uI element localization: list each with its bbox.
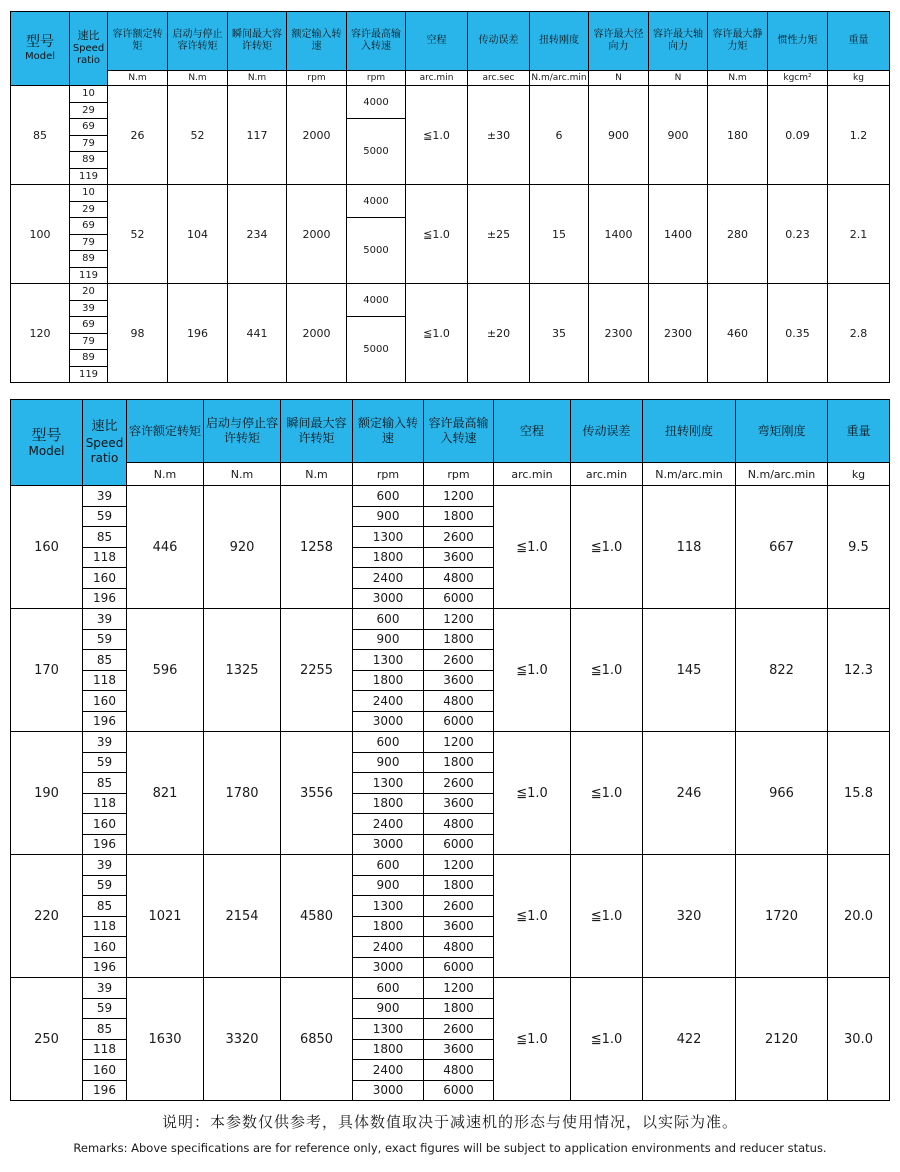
error-cell: ≦1.0 [571, 609, 643, 732]
max-input-cell: 5000 [347, 317, 406, 383]
moment-cell: 822 [736, 609, 828, 732]
header-inertia: 惯性力矩 [768, 12, 828, 71]
header-start-stop-torque: 启动与停止容许转矩 [168, 12, 228, 71]
rated-input-speed-cell: 3000 [353, 957, 424, 978]
unit-cell: rpm [353, 463, 424, 486]
ratio-cell: 59 [83, 629, 127, 650]
max-input-speed-cell: 6000 [424, 1080, 494, 1101]
instant-cell: 2255 [281, 609, 353, 732]
rated-input-speed-cell: 900 [353, 506, 424, 527]
inertia-cell: 0.23 [768, 185, 828, 284]
startstop-cell: 3320 [204, 978, 281, 1101]
rated-input-speed-cell: 600 [353, 609, 424, 630]
backlash-cell: ≦1.0 [494, 486, 571, 609]
unit-cell: kgcm² [768, 71, 828, 86]
table-row [11, 284, 890, 301]
max-input-speed-cell: 2600 [424, 650, 494, 671]
model-cell: 220 [11, 855, 83, 978]
rated-cell: 26 [108, 86, 168, 185]
moment-cell: 1720 [736, 855, 828, 978]
instant-cell: 6850 [281, 978, 353, 1101]
ratio-cell: 20 [70, 284, 108, 301]
stiffness-cell: 246 [643, 732, 736, 855]
unit-cell: N [589, 71, 649, 86]
model-cell: 100 [11, 185, 70, 284]
static-cell: 280 [708, 185, 768, 284]
unit-cell: N [649, 71, 708, 86]
unit-cell: N.m [204, 463, 281, 486]
unit-cell: arc.min [406, 71, 468, 86]
header-backlash: 空程 [406, 12, 468, 71]
stiffness-cell: 15 [530, 185, 589, 284]
header2-backlash: 空程 [494, 400, 571, 463]
rated-input-speed-cell: 1300 [353, 773, 424, 794]
model-cell: 85 [11, 86, 70, 185]
table2-body [11, 486, 890, 1101]
spec-table-large-models [10, 399, 890, 1101]
weight-cell: 30.0 [828, 978, 890, 1101]
startstop-cell: 920 [204, 486, 281, 609]
error-cell: ±25 [468, 185, 530, 284]
ratio-cell: 10 [70, 185, 108, 202]
ratio-cell: 160 [83, 937, 127, 958]
max-input-speed-cell: 1800 [424, 752, 494, 773]
max-input-speed-cell: 3600 [424, 547, 494, 568]
error-cell: ≦1.0 [571, 486, 643, 609]
ratio-cell: 89 [70, 251, 108, 268]
header2-transmission-error: 传动误差 [571, 400, 643, 463]
startstop-cell: 2154 [204, 855, 281, 978]
stiffness-cell: 422 [643, 978, 736, 1101]
backlash-cell: ≦1.0 [494, 609, 571, 732]
spec-table-small-models [10, 11, 890, 383]
max-input-speed-cell: 6000 [424, 588, 494, 609]
unit-cell: N.m/arc.min [530, 71, 589, 86]
ratio-cell: 160 [83, 814, 127, 835]
max-input-speed-cell: 4800 [424, 568, 494, 589]
error-cell: ±30 [468, 86, 530, 185]
max-input-speed-cell: 1800 [424, 998, 494, 1019]
unit-cell: N.m [168, 71, 228, 86]
backlash-cell: ≦1.0 [406, 86, 468, 185]
ratio-cell: 79 [70, 135, 108, 152]
table-row [11, 978, 890, 999]
unit-cell: arc.min [494, 463, 571, 486]
unit-cell: rpm [287, 71, 347, 86]
radial-cell: 2300 [589, 284, 649, 383]
weight-cell: 2.8 [828, 284, 890, 383]
rated-input-speed-cell: 900 [353, 875, 424, 896]
rated-input-speed-cell: 1800 [353, 793, 424, 814]
ratio-cell: 39 [70, 300, 108, 317]
rated-input-speed-cell: 1300 [353, 650, 424, 671]
ratio-cell: 39 [83, 732, 127, 753]
model-cell: 190 [11, 732, 83, 855]
stiffness-cell: 118 [643, 486, 736, 609]
ratio-cell: 196 [83, 588, 127, 609]
max-input-speed-cell: 1200 [424, 732, 494, 753]
header-max-axial-force: 容许最大轴向力 [649, 12, 708, 71]
header2-speed-ratio [83, 400, 127, 486]
model-cell: 120 [11, 284, 70, 383]
ratio-cell: 119 [70, 366, 108, 383]
header2-moment-stiffness: 弯矩刚度 [736, 400, 828, 463]
ratio-cell: 118 [83, 670, 127, 691]
ratio-cell: 59 [83, 506, 127, 527]
max-input-speed-cell: 1200 [424, 609, 494, 630]
ratio-cell: 160 [83, 568, 127, 589]
stiffness-cell: 6 [530, 86, 589, 185]
rated-input-speed-cell: 2400 [353, 691, 424, 712]
startstop-cell: 196 [168, 284, 228, 383]
startstop-cell: 104 [168, 185, 228, 284]
header2-model-cn: 型号 [31, 425, 62, 444]
radial-cell: 1400 [589, 185, 649, 284]
max-input-speed-cell: 4800 [424, 1060, 494, 1081]
moment-cell: 667 [736, 486, 828, 609]
rated-input-speed-cell: 2400 [353, 937, 424, 958]
unit-cell: rpm [347, 71, 406, 86]
header-max-radial-force: 容许最大径向力 [589, 12, 649, 71]
input-cell: 2000 [287, 86, 347, 185]
inertia-cell: 0.35 [768, 284, 828, 383]
table1-units-row [11, 71, 890, 86]
max-input-speed-cell: 3600 [424, 793, 494, 814]
header2-instant-max-torque: 瞬间最大容许转矩 [281, 400, 353, 463]
weight-cell: 15.8 [828, 732, 890, 855]
header2-weight: 重量 [828, 400, 890, 463]
input-cell: 2000 [287, 284, 347, 383]
header2-model [11, 400, 83, 486]
header2-ratio-cn: 速比 [91, 419, 118, 435]
stiffness-cell: 35 [530, 284, 589, 383]
remarks-chinese: 说明：本参数仅供参考，具体数值取决于减速机的形态与使用情况，以实际为准。 [161, 1113, 738, 1131]
ratio-cell: 89 [70, 152, 108, 169]
backlash-cell: ≦1.0 [406, 185, 468, 284]
rated-input-speed-cell: 1800 [353, 1039, 424, 1060]
header2-ratio-en: Speed ratio [85, 435, 124, 465]
ratio-cell: 10 [70, 86, 108, 103]
table1-header-row [11, 12, 890, 71]
ratio-cell: 118 [83, 793, 127, 814]
instant-cell: 234 [228, 185, 287, 284]
weight-cell: 20.0 [828, 855, 890, 978]
radial-cell: 900 [589, 86, 649, 185]
max-input-speed-cell: 6000 [424, 834, 494, 855]
max-input-speed-cell: 1800 [424, 506, 494, 527]
ratio-cell: 119 [70, 267, 108, 284]
instant-cell: 4580 [281, 855, 353, 978]
header-max-static-moment: 容许最大静力矩 [708, 12, 768, 71]
rated-input-speed-cell: 600 [353, 732, 424, 753]
ratio-cell: 196 [83, 957, 127, 978]
ratio-cell: 79 [70, 234, 108, 251]
ratio-cell: 196 [83, 1080, 127, 1101]
table-row [11, 855, 890, 876]
instant-cell: 1258 [281, 486, 353, 609]
rated-input-speed-cell: 3000 [353, 588, 424, 609]
startstop-cell: 1780 [204, 732, 281, 855]
stiffness-cell: 320 [643, 855, 736, 978]
ratio-cell: 85 [83, 1019, 127, 1040]
rated-input-speed-cell: 3000 [353, 1080, 424, 1101]
max-input-speed-cell: 2600 [424, 896, 494, 917]
header-transmission-error: 传动误差 [468, 12, 530, 71]
ratio-cell: 69 [70, 119, 108, 136]
rated-input-speed-cell: 1800 [353, 670, 424, 691]
error-cell: ≦1.0 [571, 732, 643, 855]
header-max-input-speed: 容许最高输入转速 [347, 12, 406, 71]
table-row [11, 486, 890, 507]
weight-cell: 9.5 [828, 486, 890, 609]
unit-cell: arc.min [571, 463, 643, 486]
header-model [11, 12, 70, 86]
header-torsional-stiffness: 扭转刚度 [530, 12, 589, 71]
header-model-cn: 型号 [26, 33, 54, 50]
rated-input-speed-cell: 1300 [353, 896, 424, 917]
max-input-speed-cell: 4800 [424, 691, 494, 712]
unit-cell: N.m [281, 463, 353, 486]
table1-body [11, 86, 890, 383]
rated-input-speed-cell: 900 [353, 998, 424, 1019]
header-instant-max-torque: 瞬间最大容许转矩 [228, 12, 287, 71]
axial-cell: 900 [649, 86, 708, 185]
max-input-speed-cell: 4800 [424, 814, 494, 835]
table-row [11, 732, 890, 753]
ratio-cell: 160 [83, 691, 127, 712]
model-cell: 250 [11, 978, 83, 1101]
startstop-cell: 52 [168, 86, 228, 185]
backlash-cell: ≦1.0 [494, 978, 571, 1101]
weight-cell: 12.3 [828, 609, 890, 732]
header2-start-stop-torque: 启动与停止容许转矩 [204, 400, 281, 463]
max-input-speed-cell: 1200 [424, 978, 494, 999]
unit-cell: N.m [228, 71, 287, 86]
max-input-speed-cell: 3600 [424, 916, 494, 937]
ratio-cell: 89 [70, 350, 108, 367]
rated-cell: 98 [108, 284, 168, 383]
max-input-speed-cell: 2600 [424, 527, 494, 548]
rated-cell: 1630 [127, 978, 204, 1101]
input-cell: 2000 [287, 185, 347, 284]
remarks-english: Remarks: Above specifications are for reference only, exact figures will be subject to application environments and reducer status. [73, 1141, 827, 1155]
rated-cell: 446 [127, 486, 204, 609]
max-input-cell: 4000 [347, 284, 406, 317]
max-input-speed-cell: 2600 [424, 1019, 494, 1040]
header2-torsional-stiffness: 扭转刚度 [643, 400, 736, 463]
error-cell: ≦1.0 [571, 978, 643, 1101]
rated-input-speed-cell: 900 [353, 752, 424, 773]
max-input-cell: 4000 [347, 86, 406, 119]
table-row [11, 185, 890, 202]
model-cell: 160 [11, 486, 83, 609]
unit-cell: kg [828, 71, 890, 86]
max-input-speed-cell: 1200 [424, 486, 494, 507]
weight-cell: 1.2 [828, 86, 890, 185]
instant-cell: 441 [228, 284, 287, 383]
error-cell: ±20 [468, 284, 530, 383]
instant-cell: 3556 [281, 732, 353, 855]
max-input-speed-cell: 1200 [424, 855, 494, 876]
rated-cell: 52 [108, 185, 168, 284]
ratio-cell: 59 [83, 752, 127, 773]
rated-input-speed-cell: 1800 [353, 916, 424, 937]
max-input-speed-cell: 4800 [424, 937, 494, 958]
static-cell: 180 [708, 86, 768, 185]
rated-input-speed-cell: 3000 [353, 834, 424, 855]
weight-cell: 2.1 [828, 185, 890, 284]
ratio-cell: 160 [83, 1060, 127, 1081]
moment-cell: 2120 [736, 978, 828, 1101]
moment-cell: 966 [736, 732, 828, 855]
ratio-cell: 118 [83, 547, 127, 568]
stiffness-cell: 145 [643, 609, 736, 732]
rated-input-speed-cell: 600 [353, 855, 424, 876]
ratio-cell: 69 [70, 317, 108, 334]
max-input-speed-cell: 1800 [424, 875, 494, 896]
inertia-cell: 0.09 [768, 86, 828, 185]
unit-cell: N.m/arc.min [736, 463, 828, 486]
rated-input-speed-cell: 2400 [353, 1060, 424, 1081]
ratio-cell: 59 [83, 875, 127, 896]
rated-input-speed-cell: 1300 [353, 527, 424, 548]
max-input-speed-cell: 2600 [424, 773, 494, 794]
rated-input-speed-cell: 600 [353, 486, 424, 507]
rated-input-speed-cell: 600 [353, 978, 424, 999]
rated-input-speed-cell: 3000 [353, 711, 424, 732]
ratio-cell: 29 [70, 201, 108, 218]
ratio-cell: 85 [83, 650, 127, 671]
ratio-cell: 196 [83, 711, 127, 732]
ratio-cell: 196 [83, 834, 127, 855]
rated-input-speed-cell: 1300 [353, 1019, 424, 1040]
backlash-cell: ≦1.0 [494, 732, 571, 855]
rated-cell: 596 [127, 609, 204, 732]
axial-cell: 2300 [649, 284, 708, 383]
max-input-cell: 5000 [347, 218, 406, 284]
unit-cell: kg [828, 463, 890, 486]
header2-model-en: Model [28, 444, 65, 459]
header-ratio-en: Speed ratio [72, 42, 105, 67]
header-speed-ratio [70, 12, 108, 86]
ratio-cell: 119 [70, 168, 108, 185]
max-input-speed-cell: 3600 [424, 1039, 494, 1060]
ratio-cell: 29 [70, 102, 108, 119]
rated-cell: 821 [127, 732, 204, 855]
header-rated-torque: 容许额定转矩 [108, 12, 168, 71]
ratio-cell: 118 [83, 916, 127, 937]
startstop-cell: 1325 [204, 609, 281, 732]
static-cell: 460 [708, 284, 768, 383]
max-input-cell: 4000 [347, 185, 406, 218]
rated-input-speed-cell: 900 [353, 629, 424, 650]
ratio-cell: 118 [83, 1039, 127, 1060]
header-weight: 重量 [828, 12, 890, 71]
max-input-speed-cell: 6000 [424, 711, 494, 732]
unit-cell: N.m/arc.min [643, 463, 736, 486]
error-cell: ≦1.0 [571, 855, 643, 978]
rated-cell: 1021 [127, 855, 204, 978]
header-ratio-cn: 速比 [77, 29, 100, 43]
unit-cell: arc.sec [468, 71, 530, 86]
header-rated-input-speed: 额定输入转速 [287, 12, 347, 71]
ratio-cell: 85 [83, 527, 127, 548]
unit-cell: N.m [127, 463, 204, 486]
axial-cell: 1400 [649, 185, 708, 284]
table-row [11, 86, 890, 103]
instant-cell: 117 [228, 86, 287, 185]
ratio-cell: 79 [70, 333, 108, 350]
rated-input-speed-cell: 1800 [353, 547, 424, 568]
header2-rated-torque: 容许额定转矩 [127, 400, 204, 463]
ratio-cell: 39 [83, 855, 127, 876]
unit-cell: N.m [708, 71, 768, 86]
ratio-cell: 85 [83, 896, 127, 917]
max-input-cell: 5000 [347, 119, 406, 185]
backlash-cell: ≦1.0 [406, 284, 468, 383]
header-model-en: Model [24, 51, 56, 62]
ratio-cell: 59 [83, 998, 127, 1019]
header2-max-input-speed: 容许最高输入转速 [424, 400, 494, 463]
table2-header-row [11, 400, 890, 463]
table2-units-row [11, 463, 890, 486]
header2-rated-input-speed: 额定输入转速 [353, 400, 424, 463]
unit-cell: rpm [424, 463, 494, 486]
ratio-cell: 39 [83, 609, 127, 630]
max-input-speed-cell: 6000 [424, 957, 494, 978]
model-cell: 170 [11, 609, 83, 732]
rated-input-speed-cell: 2400 [353, 814, 424, 835]
ratio-cell: 69 [70, 218, 108, 235]
table-row [11, 609, 890, 630]
max-input-speed-cell: 1800 [424, 629, 494, 650]
backlash-cell: ≦1.0 [494, 855, 571, 978]
unit-cell: N.m [108, 71, 168, 86]
ratio-cell: 39 [83, 978, 127, 999]
max-input-speed-cell: 3600 [424, 670, 494, 691]
ratio-cell: 39 [83, 486, 127, 507]
rated-input-speed-cell: 2400 [353, 568, 424, 589]
ratio-cell: 85 [83, 773, 127, 794]
